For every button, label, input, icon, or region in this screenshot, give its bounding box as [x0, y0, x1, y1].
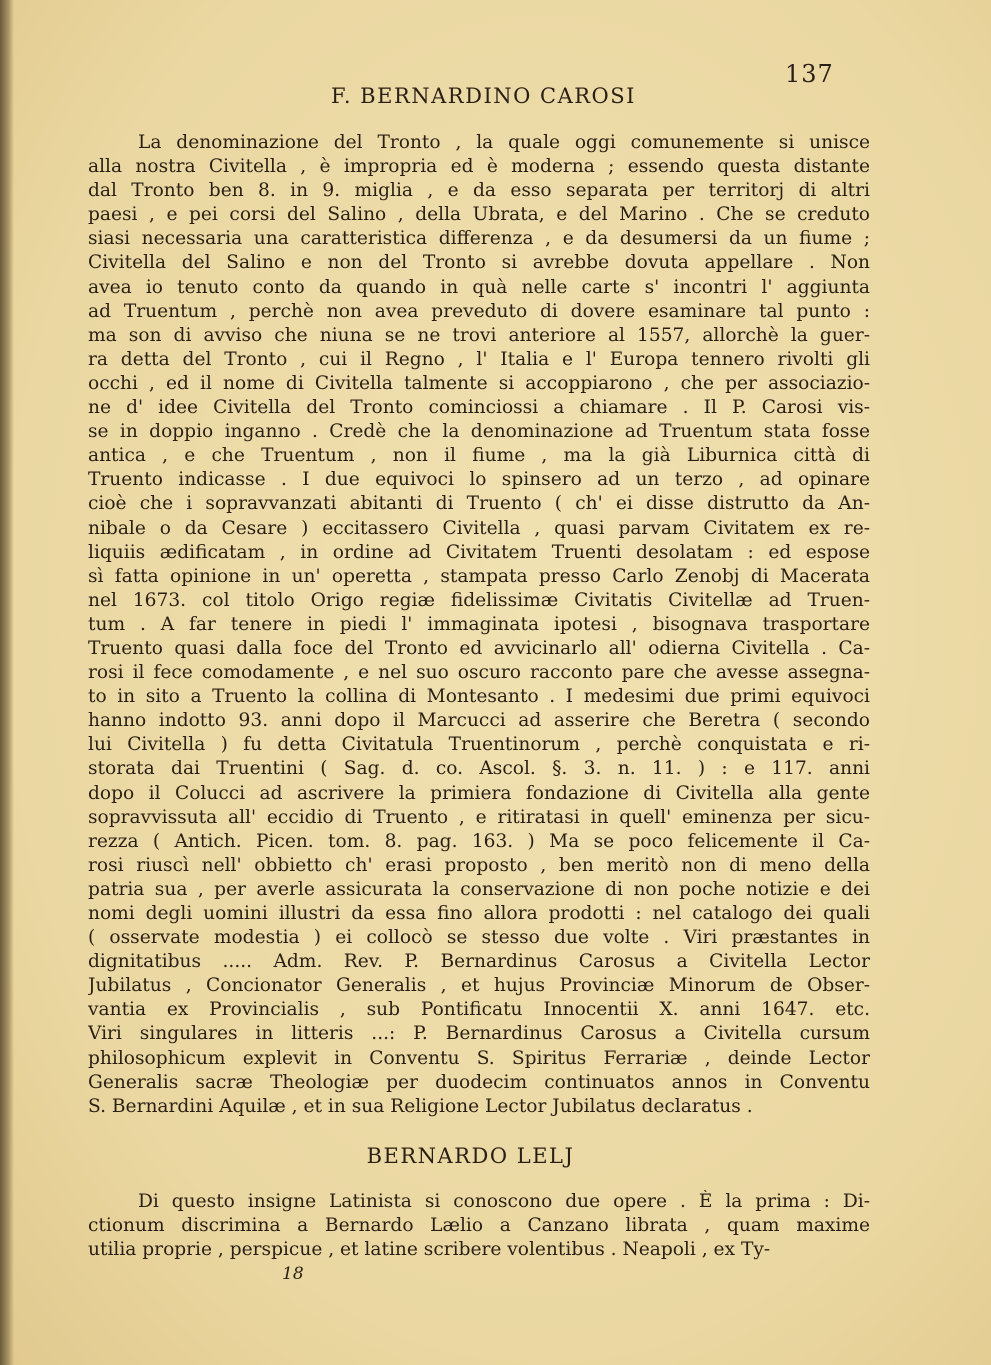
text-line: cioè che i sopravvanzati abitanti di Truento ( ch' ei disse distrutto da An-: [88, 493, 870, 515]
text-line: se in doppio inganno . Credè che la denominazione ad Truentum stata fosse: [88, 421, 870, 443]
text-line: paesi , e pei corsi del Salino , della Ubrata, e del Marino . Che se creduto: [88, 204, 870, 226]
page-number: 137: [785, 60, 834, 88]
text-line: dopo il Colucci ad ascrivere la primiera fondazione di Civitella alla gente: [88, 782, 870, 804]
section-heading-carosi: F. BERNARDINO CAROSI: [331, 84, 636, 108]
text-line: avea io tenuto conto da quando in quà nelle carte s' incontri l' aggiunta: [88, 276, 870, 298]
text-line: patria sua , per averle assicurata la conservazione di non poche notizie e dei: [88, 878, 870, 900]
text-line: hanno indotto 93. anni dopo il Marcucci ad asserire che Beretra ( secondo: [88, 710, 870, 732]
text-line: rezza ( Antich. Picen. tom. 8. pag. 163. ) Ma se poco felicemente il Ca-: [88, 830, 870, 852]
text-line: storata dai Truentini ( Sag. d. co. Ascol. §. 3. n. 11. ) : e 117. anni: [88, 758, 870, 780]
section-heading-lelj: BERNARDO LELJ: [366, 1144, 575, 1168]
text-line: rosi il fece comodamente , e nel suo oscuro racconto pare che avesse assegna-: [88, 662, 870, 684]
text-line: Viri singulares in litteris ...: P. Bernardinus Carosus a Civitella cursum: [88, 1023, 870, 1045]
text-line: ra detta del Tronto , cui il Regno , l' Italia e l' Europa tennero rivolti gli: [88, 348, 870, 370]
text-line: dignitatibus ..... Adm. Rev. P. Bernardinus Carosus a Civitella Lector: [88, 951, 870, 973]
text-line: sopravvissuta all' eccidio di Truento , e ritiratasi in quell' eminenza per sicu-: [88, 806, 870, 828]
text-line: philosophicum explevit in Conventu S. Spiritus Ferrariæ , deinde Lector: [88, 1047, 870, 1069]
text-line: to in sito a Truento la collina di Montesanto . I medesimi due primi equivoci: [88, 686, 870, 708]
text-line: Truento quasi dalla foce del Tronto ed avvicinarlo all' odierna Civitella . Ca-: [88, 637, 870, 659]
text-line: dal Tronto ben 8. in 9. miglia , e da esso separata per territorj di altri: [88, 180, 870, 202]
text-line: nibale o da Cesare ) eccitassero Civitella , quasi parvam Civitatem ex re-: [88, 517, 870, 539]
text-line: tum . A far tenere in piedi l' immaginata ipotesi , bisognava trasportare: [88, 613, 870, 635]
text-line: ctionum discrimina a Bernardo Lælio a Canzano librata , quam maxime: [88, 1215, 870, 1237]
text-line: Truento indicasse . I due equivoci lo spinsero ad un terzo , ad opinare: [88, 469, 870, 491]
text-line: ad Truentum , perchè non avea preveduto di dovere esaminare tal punto :: [88, 300, 870, 322]
text-line: occhi , ed il nome di Civitella talmente si accoppiarono , che per associazio-: [88, 372, 870, 394]
text-line: lui Civitella ) fu detta Civitatula Truentinorum , perchè conquistata e ri-: [88, 734, 870, 756]
text-line: Jubilatus , Concionator Generalis , et hujus Provinciæ Minorum de Obser-: [88, 975, 870, 997]
text-line: Di questo insigne Latinista si conoscono due opere . È la prima : Di-: [138, 1191, 870, 1212]
text-line: nel 1673. col titolo Origo regiæ fidelissimæ Civitatis Civitellæ ad Truen-: [88, 589, 870, 611]
text-line: vantia ex Provincialis , sub Pontificatu Innocentii X. anni 1647. etc.: [88, 999, 870, 1021]
text-line: antica , e che Truentum , non il fiume , ma la già Liburnica città di: [88, 445, 870, 467]
signature-mark: 18: [282, 1264, 304, 1284]
paragraph-lelj: [88, 1190, 870, 1262]
text-line: alla nostra Civitella , è impropria ed è moderna ; essendo questa distante: [88, 156, 870, 178]
text-line: siasi necessaria una caratteristica differenza , e da desumersi da un fiume ;: [88, 228, 870, 250]
text-line: La denominazione del Tronto , la quale oggi comunemente si unisce: [138, 132, 870, 153]
text-line: Civitella del Salino e non del Tronto si avrebbe dovuta appellare . Non: [88, 252, 870, 274]
text-line: Generalis sacræ Theologiæ per duodecim continuatos annos in Conventu: [88, 1071, 870, 1093]
text-line: ma son di avviso che niuna se ne trovi anteriore al 1557, allorchè la guer-: [88, 324, 870, 346]
text-line: liquiis ædificatam , in ordine ad Civitatem Truenti desolatam : ed espose: [88, 541, 870, 563]
text-line: rosi riuscì nell' obbietto ch' erasi proposto , ben meritò non di meno della: [88, 854, 870, 876]
text-line: sì fatta opinione in un' operetta , stampata presso Carlo Zenobj di Macerata: [88, 565, 870, 587]
paragraph-carosi: [88, 131, 870, 1119]
text-line: ne d' idee Civitella del Tronto cominciossi a chiamare . Il P. Carosi vis-: [88, 397, 870, 419]
text-line: ( osservate modestia ) ei collocò se stesso due volte . Viri præstantes in: [88, 927, 870, 949]
text-line: utilia proprie , perspicue , et latine scribere volentibus . Neapoli , ex Ty-: [88, 1239, 771, 1261]
text-line: nomi degli uomini illustri da essa fino allora prodotti : nel catalogo dei quali: [88, 903, 870, 924]
text-line: S. Bernardini Aquilæ , et in sua Religione Lector Jubilatus declaratus .: [88, 1095, 753, 1117]
